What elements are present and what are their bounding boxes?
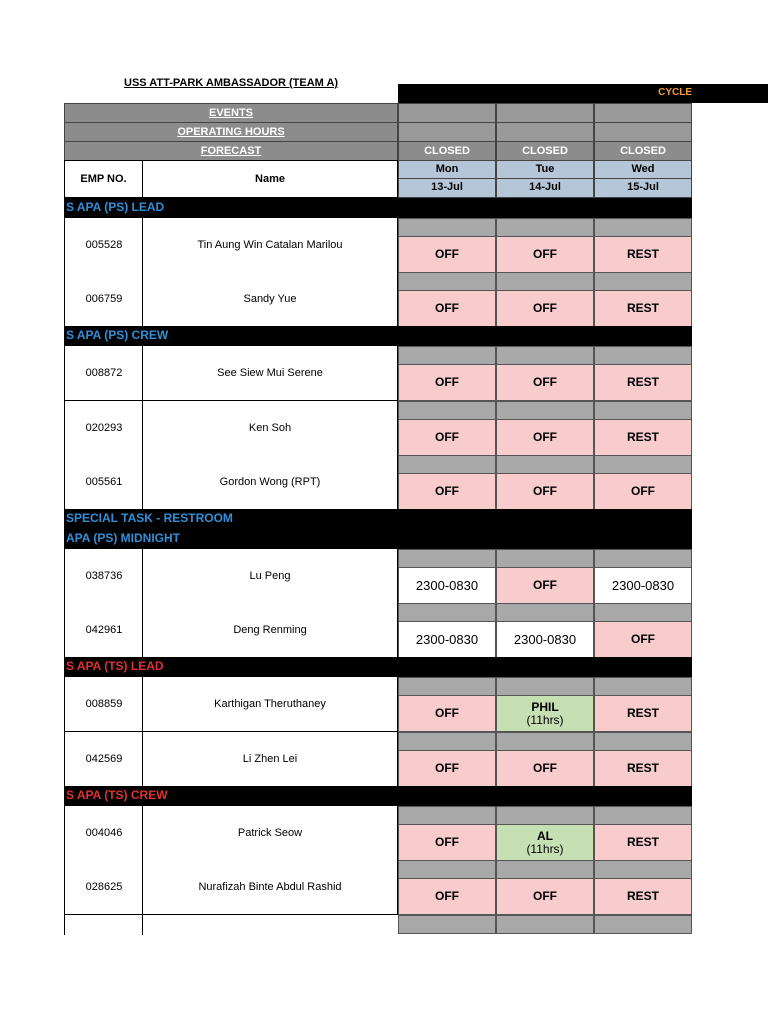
planned-shift-cell [594,272,692,291]
planned-shift-cell [496,272,594,291]
planned-shift-cell [496,806,594,825]
shift-cell [594,878,692,915]
shift-code: REST [626,706,659,720]
events-mon [398,103,496,123]
employee-name-cell: Gordon Wong (RPT) [142,455,398,510]
column-divider [142,915,143,935]
section-header: S APA (PS) LEAD [64,198,692,218]
employee-name-cell: Patrick Seow [142,806,398,861]
shift-cell [594,695,692,732]
cycle-label: CYCLE [658,87,692,98]
shift-code: OFF [435,375,459,389]
name-header: Name [142,160,398,198]
shift-cell [594,290,692,327]
shift-code: OFF [533,761,557,775]
emp-no-cell: 005528 [64,218,143,273]
emp-no-cell: 004046 [64,806,143,861]
section-header: S APA (TS) LEAD [64,657,692,677]
planned-shift-cell [594,603,692,622]
shift-code: OFF [533,578,557,592]
shift-code: REST [626,761,659,775]
shift-code: AL [537,828,553,843]
employee-name-cell: Li Zhen Lei [142,732,398,787]
shift-cell [496,695,594,732]
hours-mon [398,122,496,142]
events-wed [594,103,692,123]
emp-no-cell: 008859 [64,677,143,732]
section-header: S APA (PS) CREW [64,326,692,346]
shift-code: PHIL [531,699,559,714]
shift-code: REST [626,835,659,849]
planned-shift-cell [398,401,496,420]
section-header: APA (PS) MIDNIGHT [64,529,692,549]
shift-code: OFF [631,632,655,646]
emp-no-cell: 020293 [64,401,143,456]
shift-cell [594,824,692,861]
emp-no-cell: 038736 [64,549,143,604]
shift-code: OFF [533,484,557,498]
forecast-tue: CLOSED [496,141,594,161]
shift-code: OFF [533,889,557,903]
emp-no-cell: 028625 [64,860,143,915]
shift-cell [594,621,692,658]
shift-cell [398,473,496,510]
shift-cell [398,695,496,732]
shift-code: REST [626,375,659,389]
shift-cell [594,750,692,787]
planned-shift-cell [398,732,496,751]
planned-shift-cell [594,549,692,568]
planned-shift-cell [398,218,496,237]
planned-shift-cell [398,455,496,474]
shift-code: OFF [533,430,557,444]
emp-no-cell: 006759 [64,272,143,327]
planned-shift-cell [398,272,496,291]
planned-shift-cell [594,806,692,825]
planned-shift-cell [594,346,692,365]
shift-code: OFF [631,484,655,498]
cycle-bar [398,84,768,103]
shift-code: OFF [435,889,459,903]
events-tue [496,103,594,123]
shift-cell [594,364,692,401]
planned-shift-cell [398,915,496,934]
hours-tue [496,122,594,142]
emp-no-cell: 042961 [64,603,143,658]
planned-shift-cell [496,549,594,568]
planned-shift-cell [594,860,692,879]
section-header: SPECIAL TASK - RESTROOM [64,509,692,529]
planned-shift-cell [594,218,692,237]
shift-cell [398,364,496,401]
shift-code: OFF [533,375,557,389]
shift-cell [594,567,692,604]
shift-hours: (11hrs) [526,712,564,727]
employee-name-cell: Deng Renming [142,603,398,658]
shift-cell [398,290,496,327]
employee-name-cell: Tin Aung Win Catalan Marilou [142,218,398,273]
planned-shift-cell [594,677,692,696]
shift-cell [496,236,594,273]
shift-code: REST [626,889,659,903]
planned-shift-cell [594,915,692,934]
date-tue: 14-Jul [496,178,594,198]
shift-code: 2300-0830 [415,578,479,593]
planned-shift-cell [398,603,496,622]
shift-cell [496,750,594,787]
employee-name-cell: See Siew Mui Serene [142,346,398,401]
employee-name-cell: Ken Soh [142,401,398,456]
planned-shift-cell [398,677,496,696]
shift-cell [398,236,496,273]
events-label: EVENTS [64,103,398,123]
shift-code: OFF [533,247,557,261]
date-wed: 15-Jul [594,178,692,198]
planned-shift-cell [496,455,594,474]
shift-cell [398,824,496,861]
shift-code: 2300-0830 [611,578,675,593]
planned-shift-cell [496,860,594,879]
planned-shift-cell [496,218,594,237]
shift-cell [398,419,496,456]
shift-cell [496,290,594,327]
shift-code: 2300-0830 [415,632,479,647]
shift-code: REST [626,247,659,261]
shift-cell [398,567,496,604]
shift-code: OFF [435,484,459,498]
planned-shift-cell [496,401,594,420]
shift-cell [496,878,594,915]
forecast-mon: CLOSED [398,141,496,161]
planned-shift-cell [398,346,496,365]
employee-name-cell: Lu Peng [142,549,398,604]
planned-shift-cell [594,732,692,751]
planned-shift-cell [496,915,594,934]
planned-shift-cell [496,346,594,365]
shift-code: 2300-0830 [513,632,577,647]
day-tue: Tue [496,160,594,179]
shift-cell [398,878,496,915]
shift-code: OFF [435,247,459,261]
day-wed: Wed [594,160,692,179]
shift-cell [496,473,594,510]
planned-shift-cell [496,603,594,622]
shift-hours: (11hrs) [526,841,564,856]
shift-cell [594,419,692,456]
planned-shift-cell [398,806,496,825]
day-mon: Mon [398,160,496,179]
shift-code: OFF [435,835,459,849]
shift-cell [398,621,496,658]
planned-shift-cell [398,549,496,568]
emp-no-cell: 008872 [64,346,143,401]
shift-cell [496,364,594,401]
planned-shift-cell [496,677,594,696]
shift-code: OFF [533,301,557,315]
employee-name-cell: Karthigan Theruthaney [142,677,398,732]
shift-cell [496,419,594,456]
sheet-title: USS ATT-PARK AMBASSADOR (TEAM A) [124,77,339,89]
date-mon: 13-Jul [398,178,496,198]
shift-code: OFF [435,430,459,444]
shift-cell [594,236,692,273]
emp-no-cell: 005561 [64,455,143,510]
shift-code: OFF [435,301,459,315]
shift-cell [398,750,496,787]
operating-hours-label: OPERATING HOURS [64,122,398,142]
shift-code: OFF [435,706,459,720]
section-header: S APA (TS) CREW [64,786,692,806]
shift-cell [496,621,594,658]
hours-wed [594,122,692,142]
shift-cell [594,473,692,510]
shift-cell [496,824,594,861]
planned-shift-cell [594,401,692,420]
shift-cell [496,567,594,604]
emp-no-cell: 042569 [64,732,143,787]
planned-shift-cell [594,455,692,474]
forecast-label: FORECAST [64,141,398,161]
employee-name-cell: Sandy Yue [142,272,398,327]
planned-shift-cell [496,732,594,751]
emp-no-header: EMP NO. [64,160,143,198]
employee-name-cell: Nurafizah Binte Abdul Rashid [142,860,398,915]
shift-code: REST [626,301,659,315]
forecast-wed: CLOSED [594,141,692,161]
planned-shift-cell [398,860,496,879]
shift-code: OFF [435,761,459,775]
shift-code: REST [626,430,659,444]
